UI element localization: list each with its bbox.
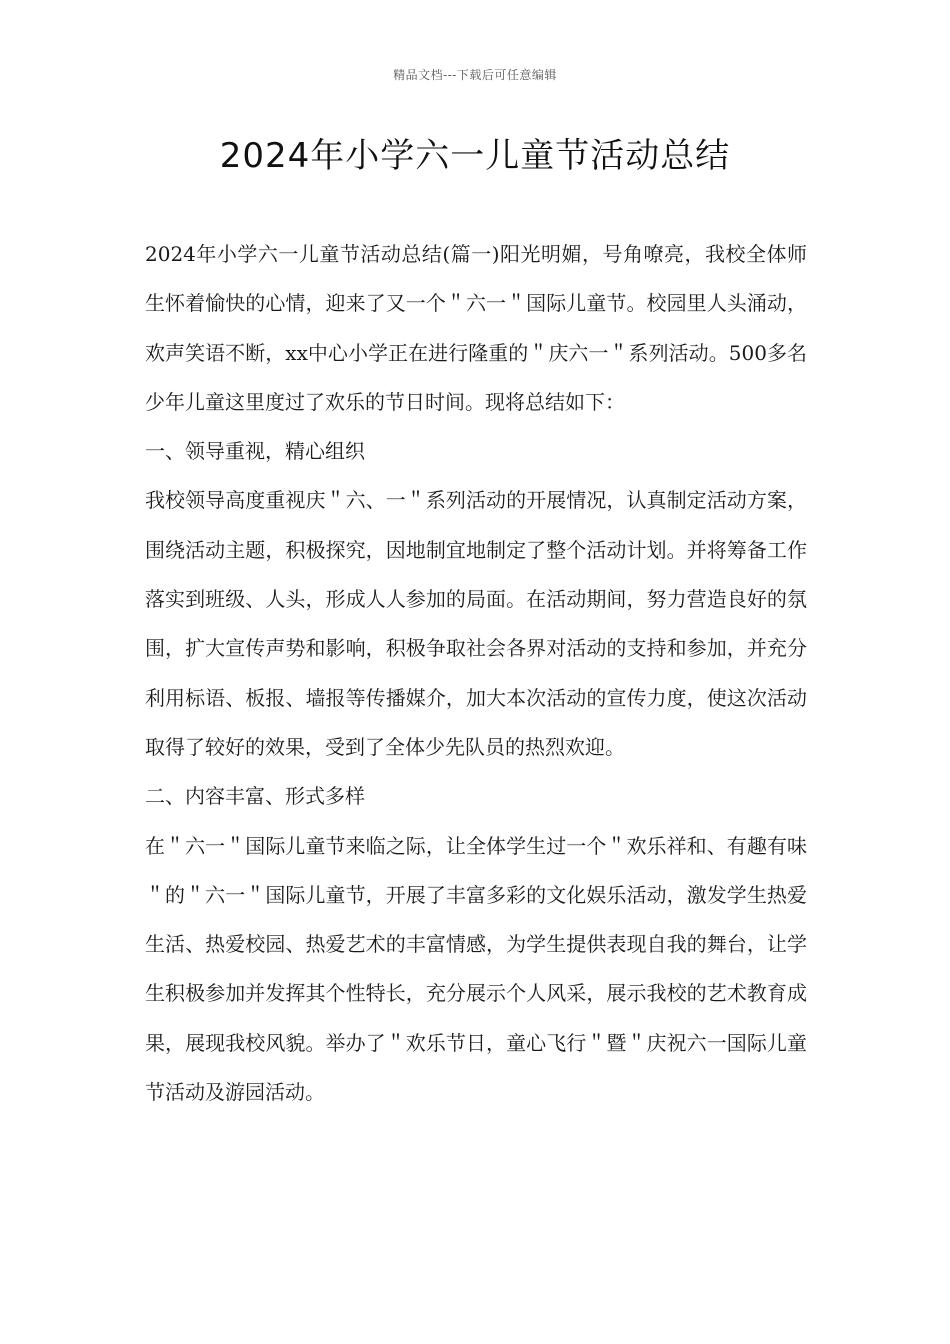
paragraph-section-1: 我校领导高度重视庆＂六、一＂系列活动的开展情况，认真制定活动方案，围绕活动主题，积极探究，因地制宜地制定了整个活动计划。并将筹备工作落实到班级、人头，形成人人参加的局面。在活动期间，努力营造良好的氛围，扩大宣传声势和影响，积极争取社会各界对活动的支持和参加，并充分利用标语、板报、墙报等传播媒介，加大本次活动的宣传力度，使这次活动取得了较好的效果，受到了全体少先队员的热烈欢迎。 [145, 488, 807, 759]
paragraph-intro: 2024年小学六一儿童节活动总结(篇一)阳光明媚，号角嘹亮，我校全体师生怀着愉快的心情，迎来了又一个＂六一＂国际儿童节。校园里人头涌动，欢声笑语不断，xx中心小学正在进行隆重的＂庆六一＂系列活动。500多名少年儿童这里度过了欢乐的节日时间。现将总结如下： [145, 242, 807, 414]
document-title: 2024年小学六一儿童节活动总结 [219, 136, 731, 176]
header-note: 精品文档---下载后可任意编辑 [393, 68, 557, 82]
section-heading-1: 一、领导重视，精心组织 [145, 439, 365, 464]
paragraph-section-2: 在＂六一＂国际儿童节来临之际，让全体学生过一个＂欢乐祥和、有趣有味＂的＂六一＂国际儿童节，开展了丰富多彩的文化娱乐活动，激发学生热爱生活、热爱校园、热爱艺术的丰富情感，为学生提供表现自我的舞台，让学生积极参加并发挥其个性特长，充分展示个人风采，展示我校的艺术教育成果，展现我校风貌。举办了＂欢乐节日，童心飞行＂暨＂庆祝六一国际儿童节活动及游园活动。 [145, 833, 807, 1105]
document-body [145, 230, 807, 1117]
section-heading-2: 二、内容丰富、形式多样 [145, 784, 365, 809]
